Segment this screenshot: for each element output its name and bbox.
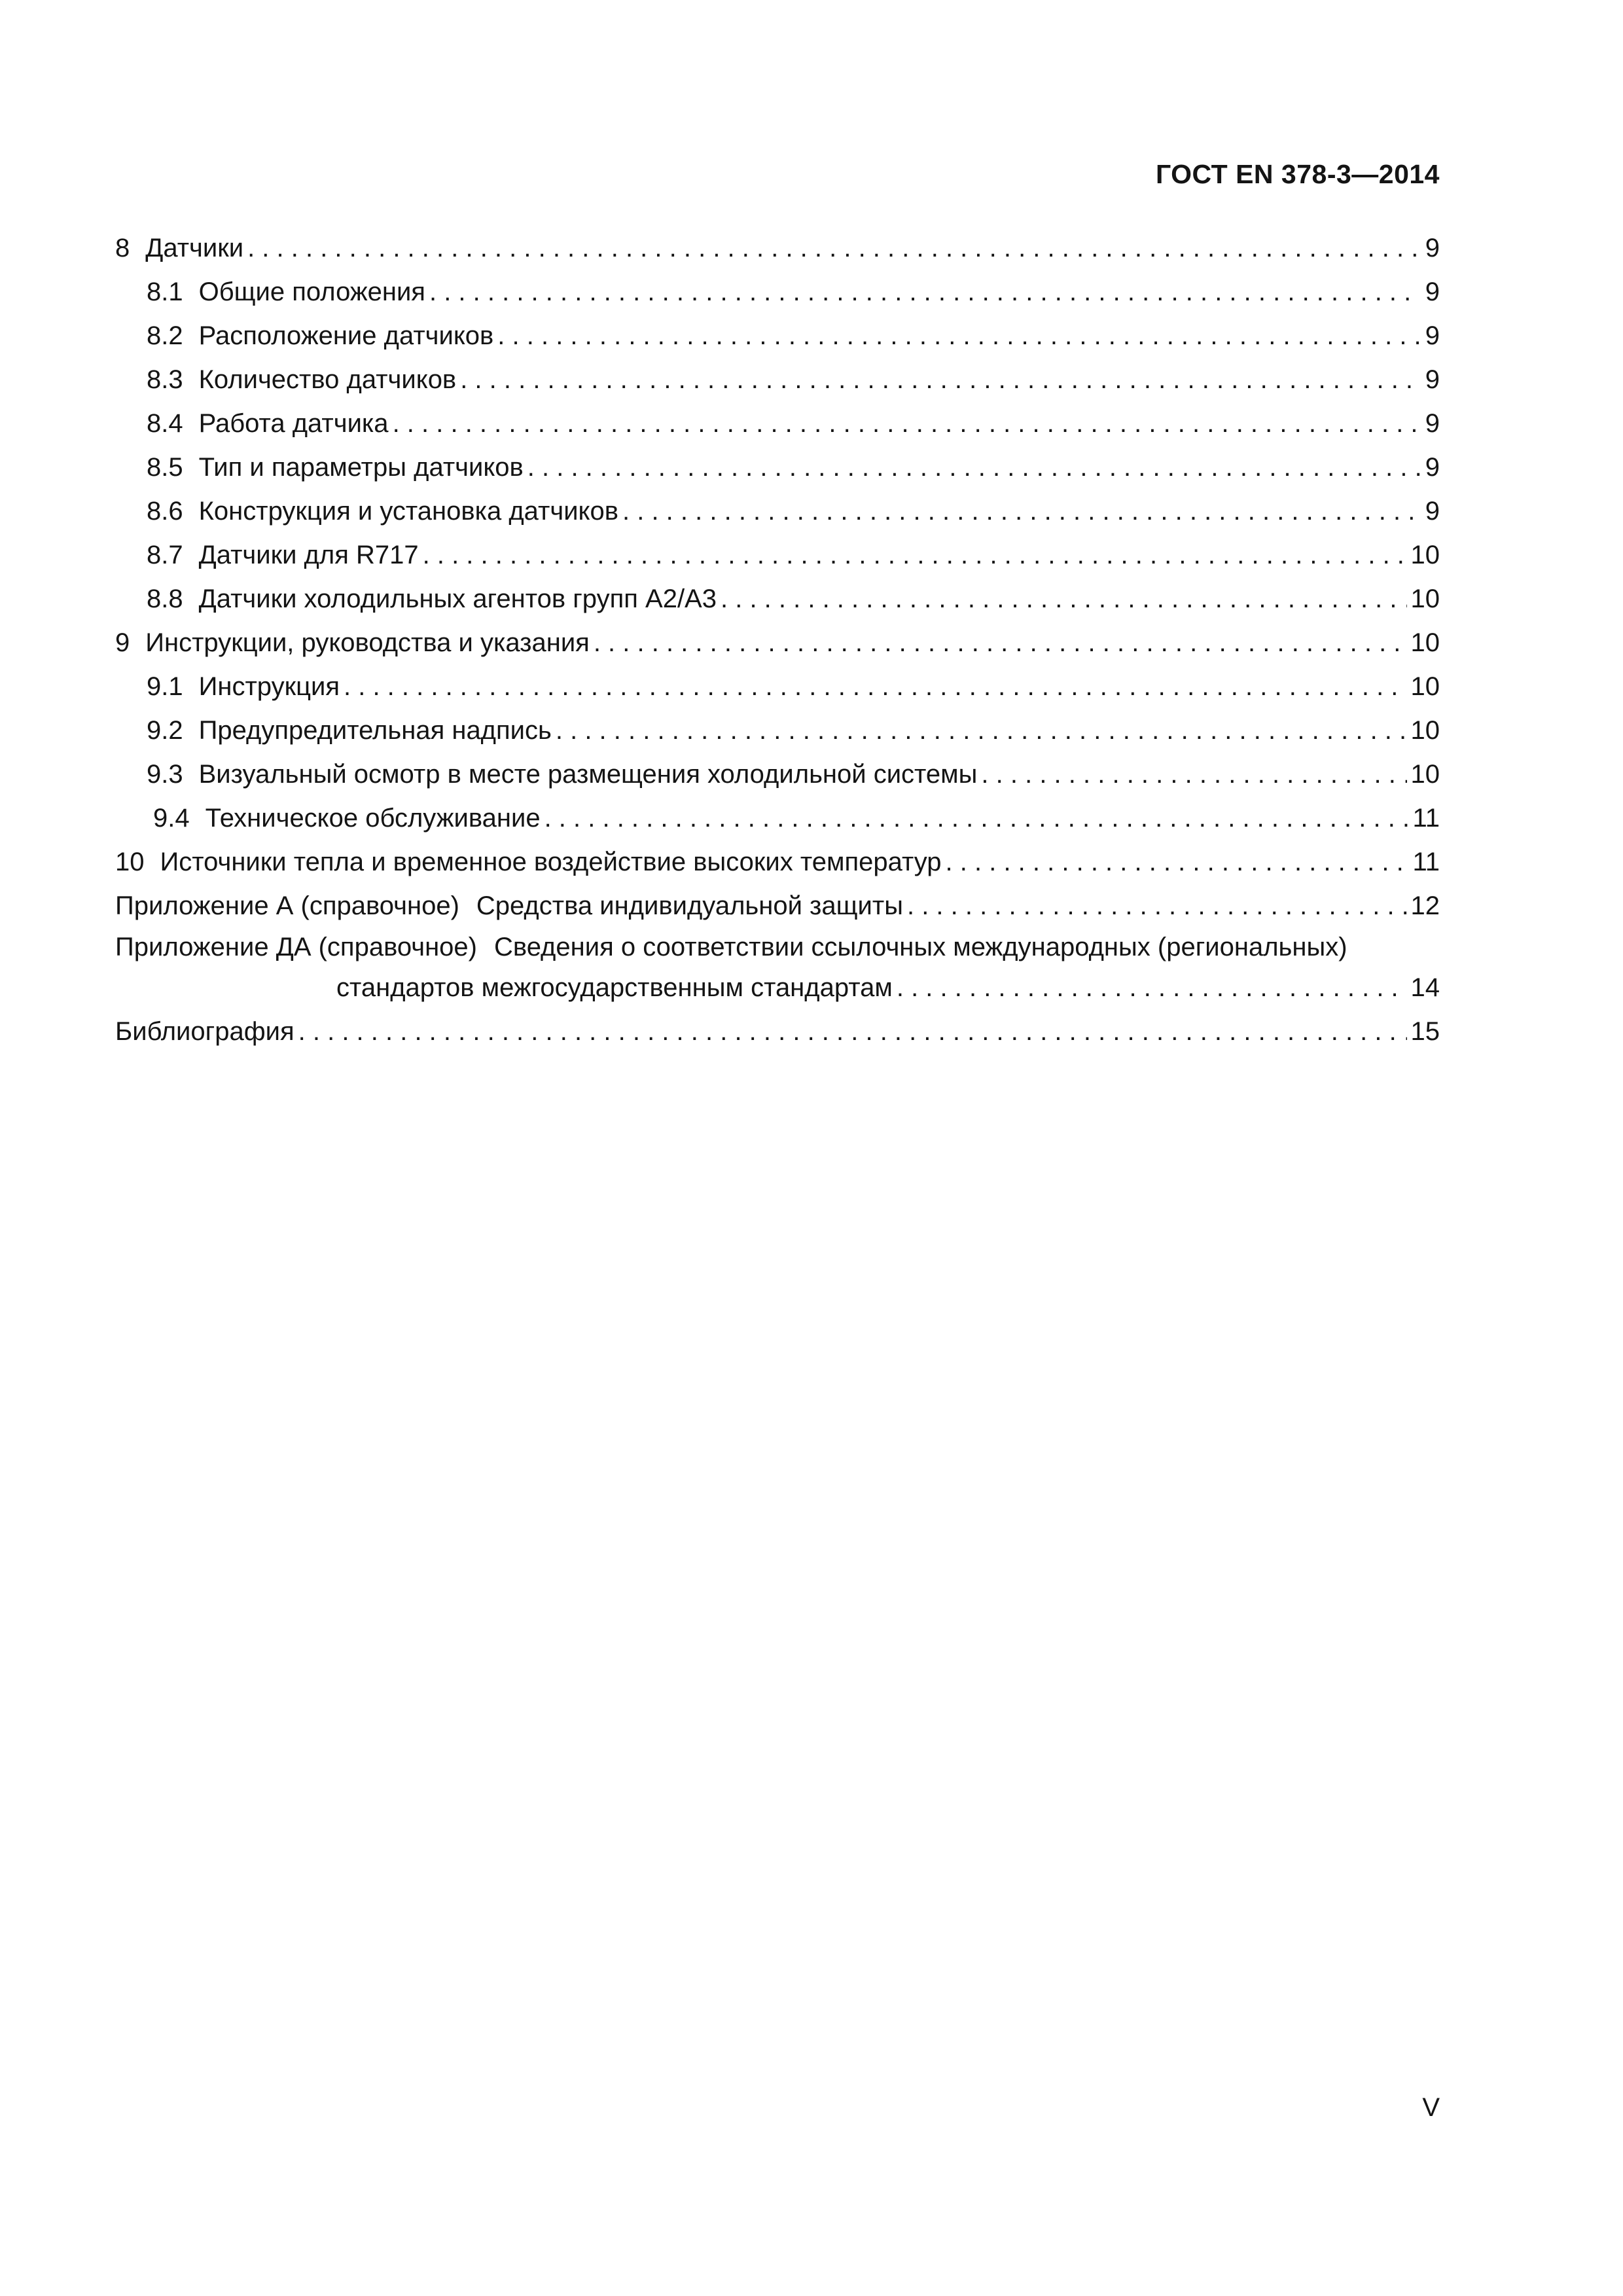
toc-entry-page: 9 [1425, 409, 1440, 438]
appendix-da-second-line [115, 966, 1440, 1010]
dot-leader [544, 797, 1409, 840]
appendix-da-first-line [115, 928, 1440, 966]
toc-entry-appendix-da[interactable] [115, 928, 1440, 1010]
toc-entry[interactable] [115, 446, 1440, 490]
toc-entry-number: 9.3 [147, 760, 183, 789]
toc-entry-number: 8.4 [147, 409, 183, 438]
toc-entry[interactable] [115, 358, 1440, 402]
dot-leader [594, 621, 1407, 665]
toc-entry-number: 8 [115, 234, 130, 262]
toc-entry-page: 14 [1410, 973, 1440, 1002]
toc-entry[interactable] [115, 753, 1440, 797]
toc-entry-page: 10 [1410, 672, 1440, 701]
toc-entry-page: 9 [1425, 453, 1440, 482]
appendix-a-label: Приложение А (справочное) [115, 891, 459, 920]
toc-entry[interactable] [115, 577, 1440, 621]
toc-entry-title: Техническое обслуживание [205, 804, 541, 833]
dot-leader [907, 884, 1407, 928]
toc-entry[interactable] [115, 840, 1440, 884]
appendix-da-label: Приложение ДА (справочное) [115, 933, 477, 961]
standard-code-header: ГОСТ EN 378-3—2014 [1155, 159, 1440, 189]
toc-entry-page: 10 [1410, 541, 1440, 569]
toc-entry[interactable] [115, 665, 1440, 709]
toc-entry-page: 10 [1410, 760, 1440, 789]
toc-entry-title: Датчики для R717 [198, 541, 419, 569]
toc-entry-number: 8.1 [147, 278, 183, 306]
dot-leader [429, 270, 1420, 314]
toc-entry[interactable] [115, 270, 1440, 314]
dot-leader [622, 490, 1420, 533]
toc-entry-number: 8.3 [147, 365, 183, 394]
toc-entry[interactable] [115, 621, 1440, 665]
dot-leader [247, 226, 1420, 270]
toc-entry[interactable] [115, 709, 1440, 753]
toc-entry[interactable] [115, 226, 1440, 270]
dot-leader [344, 665, 1407, 709]
toc-entry-number: 9 [115, 628, 130, 657]
toc-entry-number: 8.8 [147, 584, 183, 613]
toc-entry-page: 12 [1410, 891, 1440, 920]
appendix-da-title-line1: Сведения о соответствии ссылочных международных (региональных) [494, 933, 1347, 961]
appendix-da-title-line2: стандартов межгосударственным стандартам [336, 973, 893, 1002]
dot-leader [897, 966, 1407, 1010]
toc-entry-title: Предупредительная надпись [198, 716, 552, 745]
dot-leader [497, 314, 1420, 358]
dot-leader [556, 709, 1407, 753]
appendix-a-title: Средства индивидуальной защиты [476, 891, 903, 920]
toc-entry-title: Инструкции, руководства и указания [145, 628, 590, 657]
toc-entry-page: 10 [1410, 716, 1440, 745]
toc-entry-title: Расположение датчиков [198, 321, 494, 350]
toc-entry-page: 9 [1425, 278, 1440, 306]
toc-entry-title: Визуальный осмотр в месте размещения холодильной системы [198, 760, 978, 789]
table-of-contents [115, 226, 1440, 1054]
toc-entry-number: 10 [115, 848, 145, 876]
toc-entry-number: 9.2 [147, 716, 183, 745]
toc-entry-page: 9 [1425, 321, 1440, 350]
toc-entry-title: Источники тепла и временное воздействие высоких температур [160, 848, 942, 876]
toc-entry[interactable] [115, 402, 1440, 446]
toc-entry-number: 8.7 [147, 541, 183, 569]
dot-leader [981, 753, 1406, 797]
toc-entry[interactable] [115, 490, 1440, 533]
dot-leader [946, 840, 1409, 884]
toc-entry-page: 9 [1425, 365, 1440, 394]
toc-entry-number: 8.2 [147, 321, 183, 350]
toc-entry-number: 9.4 [153, 804, 190, 833]
toc-entry-title: Инструкция [198, 672, 340, 701]
toc-entry-page: 9 [1425, 497, 1440, 526]
toc-entry[interactable] [115, 314, 1440, 358]
toc-entry-number: 8.6 [147, 497, 183, 526]
toc-entry-number: 9.1 [147, 672, 183, 701]
toc-entry[interactable] [115, 533, 1440, 577]
toc-entry-page: 11 [1412, 848, 1440, 876]
dot-leader [393, 402, 1420, 446]
dot-leader [298, 1010, 1407, 1054]
toc-entry-page: 9 [1425, 234, 1440, 262]
toc-entry-title: Датчики [145, 234, 244, 262]
bibliography-title: Библиография [115, 1017, 294, 1046]
toc-entry-bibliography[interactable] [115, 1010, 1440, 1054]
toc-entry-title: Общие положения [198, 278, 425, 306]
dot-leader [721, 577, 1407, 621]
dot-leader [527, 446, 1420, 490]
dot-leader [460, 358, 1420, 402]
toc-entry-title: Конструкция и установка датчиков [198, 497, 618, 526]
toc-entry-number: 8.5 [147, 453, 183, 482]
toc-entry-page: 11 [1412, 804, 1440, 833]
toc-entry-appendix-a[interactable] [115, 884, 1440, 928]
toc-entry-page: 10 [1410, 628, 1440, 657]
dot-leader [423, 533, 1407, 577]
toc-entry-title: Количество датчиков [198, 365, 457, 394]
toc-entry-page: 10 [1410, 584, 1440, 613]
page-number: V [1422, 2093, 1440, 2122]
toc-entry-title: Тип и параметры датчиков [198, 453, 524, 482]
toc-entry-page: 15 [1410, 1017, 1440, 1046]
toc-entry-title: Работа датчика [198, 409, 389, 438]
toc-entry-title: Датчики холодильных агентов групп А2/А3 [198, 584, 717, 613]
toc-entry[interactable] [115, 797, 1440, 840]
